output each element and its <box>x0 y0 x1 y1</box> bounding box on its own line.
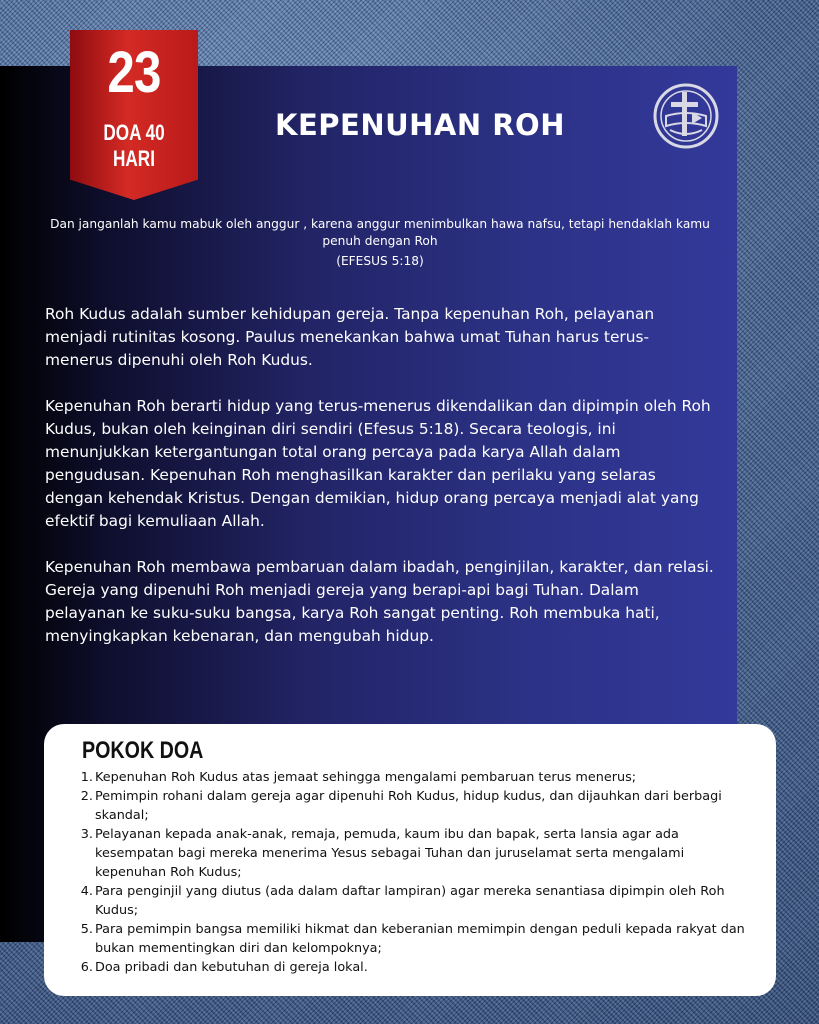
bible-verse-reference: (EFESUS 5:18) <box>336 254 424 268</box>
list-item-number: 5. <box>80 922 93 937</box>
list-item-number: 3. <box>80 827 93 842</box>
bible-verse: Dan janganlah kamu mabuk oleh anggur , karena anggur menimbulkan hawa nafsu, tetapi hendaklah kamu penuh dengan Roh <box>50 217 710 248</box>
page-title: KEPENUHAN ROH <box>274 108 565 142</box>
body-paragraph: Kepenuhan Roh membawa pembaruan dalam ibadah, penginjilan, karakter, dan relasi. Gereja yang dipenuhi Roh menjadi gereja yang berapi-api bagi Tuhan. Dalam pelayanan ke suku-suku bangsa, karya Roh sangat penting. Roh membuka hati, menyingkapkan kebenaran, dan mengubah hidup. <box>45 558 714 645</box>
day-label: DOA 40 HARI <box>103 120 165 171</box>
body-paragraph: Kepenuhan Roh berarti hidup yang terus-menerus dikendalikan dan dipimpin oleh Roh Kudus, bukan oleh keinginan diri sendiri (Efesus 5:18). Secara teologis, ini menunjukkan ketergantungan total orang percaya pada karya Allah dalam pengudusan. Kepenuhan Roh menghasilkan karakter dan perilaku yang selaras dengan kehendak Kristus. Dengan demikian, hidup orang percaya menjadi alat yang efektif bagi kemuliaan Allah. <box>45 397 711 530</box>
body-paragraph: Roh Kudus adalah sumber kehidupan gereja. Tanpa kepenuhan Roh, pelayanan menjadi rutinitas kosong. Paulus menekankan bahwa umat Tuhan harus terus-menerus dipenuhi oleh Roh Kudus. <box>45 305 655 369</box>
list-item-number: 2. <box>80 789 93 804</box>
list-item-text: Para pemimpin bangsa memiliki hikmat dan keberanian memimpin dengan peduli kepada rakyat dan bukan mementingkan diri dan kelompoknya; <box>95 922 745 956</box>
list-item <box>77 920 757 958</box>
list-item <box>77 768 757 787</box>
list-item-text: Pelayanan kepada anak-anak, remaja, pemuda, kaum ibu dan bapak, serta lansia agar ada kesempatan bagi mereka menerima Yesus sebagai Tuhan dan juruselamat serta mengalami kepenuhan Roh Kudus; <box>95 827 685 880</box>
list-item-text: Kepenuhan Roh Kudus atas jemaat sehingga mengalami pembaruan terus menerus; <box>95 770 637 785</box>
prayer-points-card <box>44 724 776 996</box>
day-number: 23 <box>107 40 161 105</box>
list-item <box>77 825 757 882</box>
list-item-text: Para penginjil yang diutus (ada dalam daftar lampiran) agar mereka senantiasa dipimpin oleh Roh Kudus; <box>95 884 725 918</box>
list-item-text: Doa pribadi dan kebutuhan di gereja lokal. <box>95 960 368 975</box>
list-item-number: 4. <box>80 884 93 899</box>
list-item <box>77 958 757 977</box>
devotional-body <box>45 303 715 671</box>
church-cross-emblem-icon <box>652 82 720 150</box>
list-item <box>77 882 757 920</box>
list-item-number: 1. <box>80 770 93 785</box>
list-item-text: Pemimpin rohani dalam gereja agar dipenuhi Roh Kudus, hidup kudus, dan dijauhkan dari berbagi skandal; <box>95 789 722 823</box>
list-item-number: 6. <box>80 960 93 975</box>
prayer-points-heading: POKOK DOA <box>82 737 204 764</box>
list-item <box>77 787 757 825</box>
prayer-points-list <box>77 768 757 977</box>
